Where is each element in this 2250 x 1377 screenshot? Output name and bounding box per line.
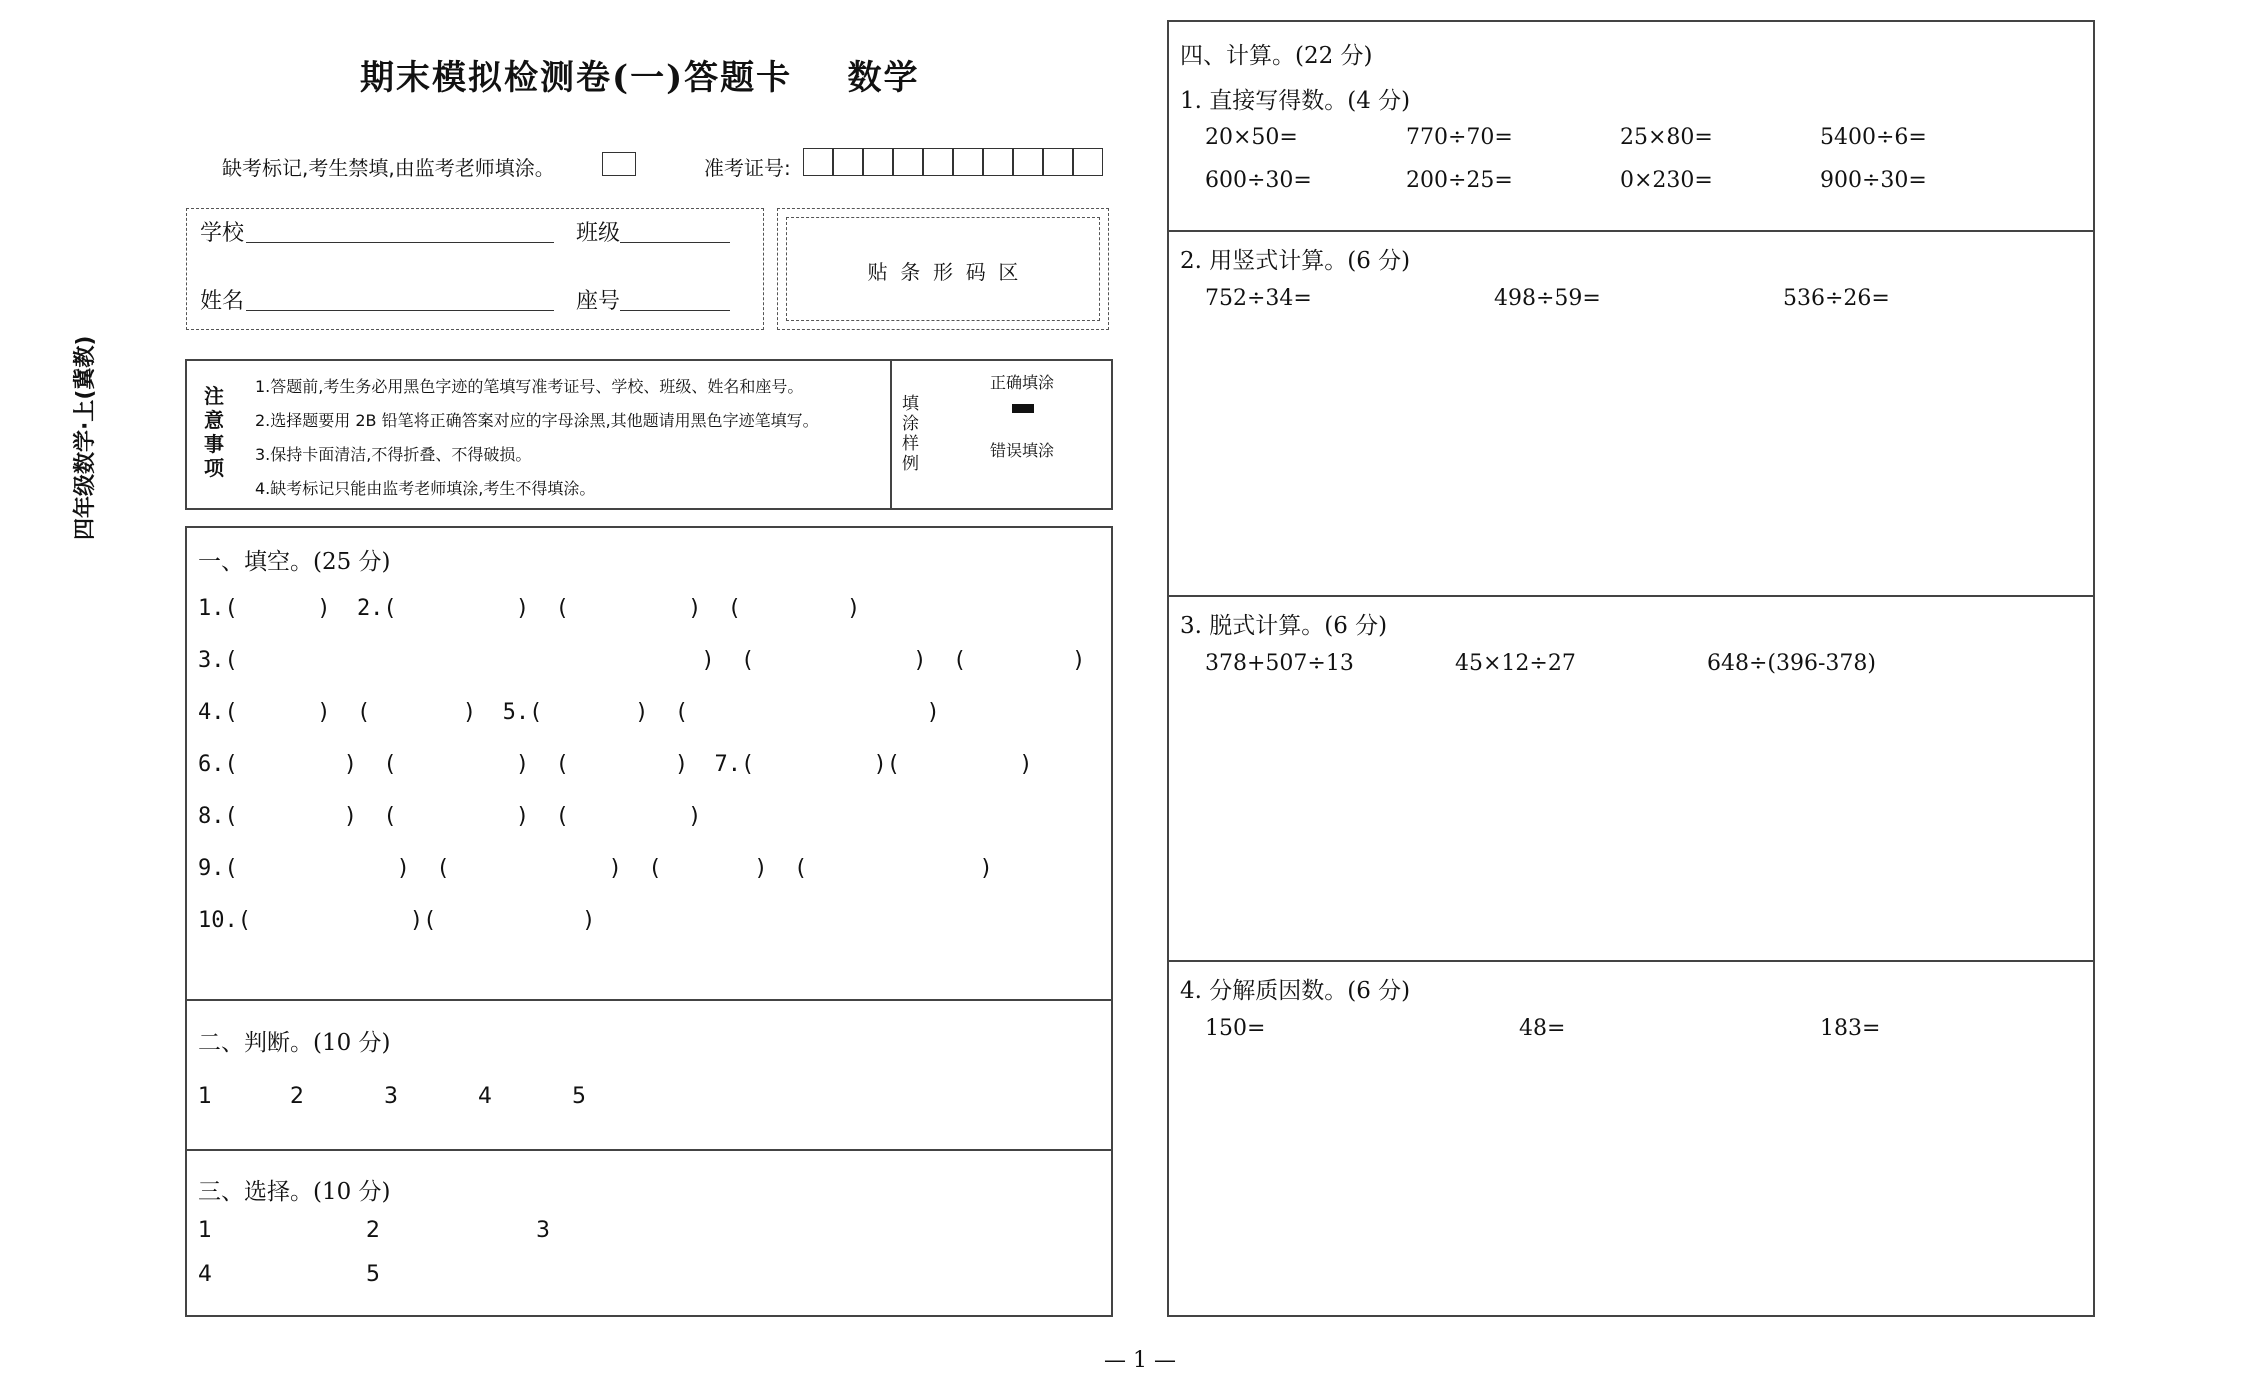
step-calc-item[interactable]: 45×12÷27 — [1455, 651, 1576, 676]
notice-item: 3.保持卡面清洁,不得折叠、不得破损。 — [255, 445, 532, 464]
page-title: 期末模拟检测卷(一)答题卡 数学 — [360, 58, 920, 98]
vertical-calc-item[interactable]: 536÷26= — [1783, 286, 1890, 311]
section2-title: 二、判断。(10 分) — [198, 1030, 391, 1056]
part3-title: 3. 脱式计算。(6 分) — [1180, 613, 1388, 639]
judge-item[interactable]: 4 — [478, 1084, 492, 1109]
oral-calc-item[interactable]: 0×230= — [1620, 168, 1713, 193]
side-label: 四年级数学·上(冀教) — [73, 335, 98, 540]
choice-item[interactable]: 2 — [366, 1218, 380, 1243]
page-number: — 1 — — [1104, 1348, 1176, 1373]
sample-label: 填 涂 样 例 — [902, 394, 919, 474]
student-info-box — [186, 208, 764, 330]
fill-blank-row[interactable]: 9.( ) ( ) ( ) ( ) — [198, 856, 993, 881]
barcode-label: 贴 条 形 码 区 — [867, 260, 1019, 284]
part1-title: 1. 直接写得数。(4 分) — [1180, 88, 1411, 114]
fill-blank-row[interactable]: 1.( ) 2.( ) ( ) ( ) — [198, 596, 861, 621]
name-field[interactable] — [246, 310, 554, 311]
section1-title: 一、填空。(25 分) — [198, 549, 391, 575]
step-calc-item[interactable]: 378+507÷13 — [1205, 651, 1354, 676]
choice-item[interactable]: 4 — [198, 1262, 212, 1287]
judge-item[interactable]: 1 — [198, 1084, 212, 1109]
judge-item[interactable]: 5 — [572, 1084, 586, 1109]
oral-calc-item[interactable]: 25×80= — [1620, 125, 1713, 150]
choice-item[interactable]: 3 — [536, 1218, 550, 1243]
class-field[interactable] — [620, 242, 730, 243]
vertical-calc-item[interactable]: 752÷34= — [1205, 286, 1312, 311]
section-divider — [185, 1149, 1113, 1151]
oral-calc-item[interactable]: 600÷30= — [1205, 168, 1312, 193]
oral-calc-item[interactable]: 900÷30= — [1820, 168, 1927, 193]
class-label: 班级 — [576, 221, 621, 246]
notice-item: 1.答题前,考生务必用黑色字迹的笔填写准考证号、学校、班级、姓名和座号。 — [255, 377, 804, 396]
judge-item[interactable]: 2 — [290, 1084, 304, 1109]
section4-title: 四、计算。(22 分) — [1180, 43, 1373, 69]
correct-fill-mark — [1012, 404, 1034, 413]
fill-blank-row[interactable]: 6.( ) ( ) ( ) 7.( )( ) — [198, 752, 1033, 777]
wrong-fill-label: 错误填涂 — [990, 441, 1055, 460]
oral-calc-item[interactable]: 5400÷6= — [1820, 125, 1927, 150]
part-divider — [1167, 230, 2095, 232]
part-divider — [1167, 595, 2095, 597]
vertical-calc-item[interactable]: 498÷59= — [1494, 286, 1601, 311]
absent-mark-box[interactable] — [602, 152, 636, 176]
fill-blank-row[interactable]: 3.( ) ( ) ( ) — [198, 648, 1086, 673]
school-label: 学校 — [200, 221, 245, 246]
choice-item[interactable]: 5 — [366, 1262, 380, 1287]
seat-field[interactable] — [620, 310, 730, 311]
correct-fill-label: 正确填涂 — [990, 373, 1055, 392]
notice-heading: 注 意 事 项 — [204, 384, 224, 480]
step-calc-item[interactable]: 648÷(396-378) — [1707, 651, 1877, 676]
notice-item: 4.缺考标记只能由监考老师填涂,考生不得填涂。 — [255, 479, 596, 498]
name-label: 姓名 — [200, 289, 245, 314]
school-field[interactable] — [246, 242, 554, 243]
notice-divider — [890, 359, 892, 510]
section3-title: 三、选择。(10 分) — [198, 1179, 391, 1205]
factorize-item[interactable]: 183= — [1820, 1016, 1881, 1041]
fill-blank-row[interactable]: 4.( ) ( ) 5.( ) ( ) — [198, 700, 940, 725]
part2-title: 2. 用竖式计算。(6 分) — [1180, 248, 1411, 274]
choice-item[interactable]: 1 — [198, 1218, 212, 1243]
part-divider — [1167, 960, 2095, 962]
exam-number-label: 准考证号: — [704, 156, 791, 180]
factorize-item[interactable]: 150= — [1205, 1016, 1266, 1041]
fill-blank-row[interactable]: 10.( )( ) — [198, 908, 596, 933]
absent-mark-label: 缺考标记,考生禁填,由监考老师填涂。 — [222, 156, 555, 180]
fill-blank-row[interactable]: 8.( ) ( ) ( ) — [198, 804, 702, 829]
oral-calc-item[interactable]: 770÷70= — [1406, 125, 1513, 150]
judge-item[interactable]: 3 — [384, 1084, 398, 1109]
oral-calc-item[interactable]: 20×50= — [1205, 125, 1298, 150]
seat-label: 座号 — [576, 289, 621, 314]
notice-item: 2.选择题要用 2B 铅笔将正确答案对应的字母涂黑,其他题请用黑色字迹笔填写。 — [255, 411, 819, 430]
part4-title: 4. 分解质因数。(6 分) — [1180, 978, 1411, 1004]
factorize-item[interactable]: 48= — [1519, 1016, 1566, 1041]
section-divider — [185, 999, 1113, 1001]
oral-calc-item[interactable]: 200÷25= — [1406, 168, 1513, 193]
